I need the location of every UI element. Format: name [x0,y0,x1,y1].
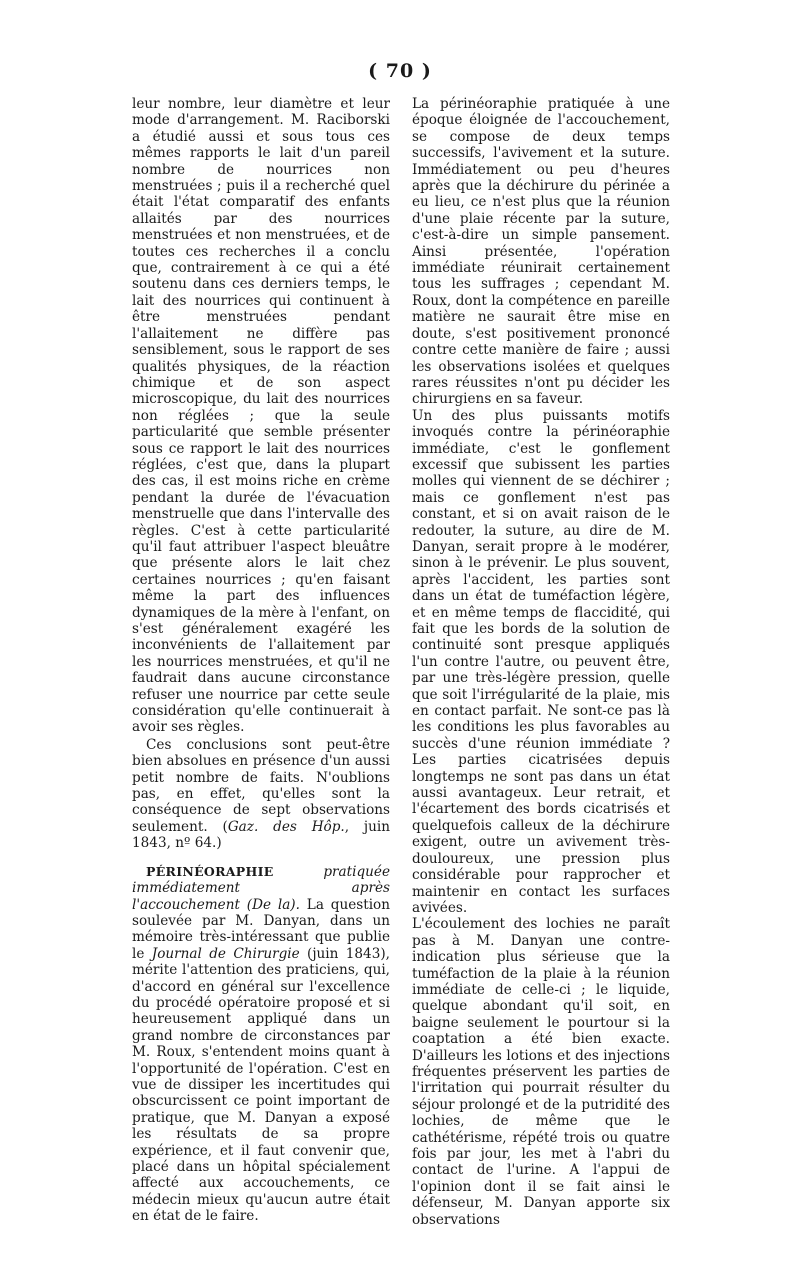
left-column [132,96,390,1225]
paragraph-text: Un des plus puissants motifs invoqués contre la périnéoraphie immédiate, c'est le gonflement excessif que subissent les parties molles qui viennent de se déchirer ; mais ce gonflement n'est pas constant, et si on avait raison de le redouter, la suture, au dire de M. Danyan, serait propre à le modérer, sinon à le prévenir. [412,407,670,572]
paragraph-text: Le plus souvent, après l'accident, les parties sont dans un état de tuméfaction légère, et en même temps de flaccidité, qui fait que les bords de la solution de continuité sont presque appliqués l'un contre l'autre, ou peuvent être, par une très-légère pression, quelle que soit l'irrégularité de la plaie, mis en contact parfait. Ne sont-ce pas là les conditions les plus favorables au succès d'une réunion immédiate ? Les parties cicatrisées depuis longtemps ne sont pas dans un état aussi avantageux. Leur retrait, et l'écartement des bords cicatrisés et quelquefois calleux de la déchirure exigent, outre un avivement très-douloureux, une pression plus considérable pour rapprocher et maintenir en contact les surfaces avivées. [412,555,670,916]
citation-details: , juin 1843, nº 64.) [132,818,391,852]
paragraph-text: (juin 1843), mérite l'attention des praticiens, qui, d'accord en général sur l'excellence du procédé opératoire proposé et si heureusement appliqué dans un grand nombre de circonstances par M. Roux, s'entendent moins quant à l'opportunité de l'opération. C'est en vue de dissiper les incertitudes qui obscurcissent ce point important de pratique, que M. Danyan a exposé les résultats de sa propre expérience, et il faut convenir que, placé dans un hôpital spécialement affecté aux accouchements, ce médecin mieux qu'aucun autre était en état de le faire. [132,945,390,1225]
paragraph-text: Ces conclusions sont peut-être bien absolues en présence d'un aussi petit nombre de faits. N'oublions pas, en effet, qu'elles sont la conséquence de sept observations seulement. [132,736,390,835]
paragraph [412,408,670,917]
paragraph: leur nombre, leur diamètre et leur mode d'arrangement. M. Raciborski a étudié aussi et sous tous ces mêmes rapports le lait d'un pareil nombre de nourrices non menstruées ; puis il a recherché quel était l'état comparatif des enfants allaités par des nourrices menstruées et non menstruées, et de toutes ces recherches il a conclu que, contrairement à ce qui a été soutenu dans ces derniers temps, le lait des nourrices qui continuent à être menstruées pendant l'allaitement ne diffère pas sensiblement, sous le rapport de ses qualités physiques, de la réaction chimique et de son aspect microscopique, du lait des nourrices non réglées ; que la seule particularité que semble présenter sous ce rapport le lait des nourrices réglées, c'est que, dans la plupart des cas, il est moins riche en crème pendant la durée de l'évacuation menstruelle que dans l'intervalle des règles. C'est à cette particularité qu'il faut attribuer l'aspect bleuâtre que présente alors le lait chez certaines nourrices ; qu'en faisant même la part des influences dynamiques de la mère à l'enfant, on s'est généralement exagéré les inconvénients de l'allaitement par les nourrices menstruées, et qu'il ne faudrait dans aucune circonstance refuser une nourrice par cette seule considération qu'elle continuerait à avoir ses règles. [132,96,390,736]
article-paragraph [132,864,390,1225]
paragraph [132,737,390,852]
citation-open: ( [222,818,228,835]
paragraph: L'écoulement des lochies ne paraît pas à M. Danyan une contre-indication plus sérieuse que la tuméfaction de la plaie à la réunion immédiate de celle-ci ; le liquide, quelque abondant qu'il soit, en baigne seulement le pourtour si la coaptation a été bien exacte. D'ailleurs les lotions et des injections fréquentes préservent les parties de l'irritation qui pourrait résulter du séjour prolongé et de la putridité des lochies, de même que le cathétérisme, répété trois ou quatre fois par jour, les met à l'abri du contact de l'urine. A l'appui de l'opinion dont il se fait ainsi le défenseur, M. Danyan apporte six observations [412,916,670,1228]
paragraph-text: La question soulevée par M. Danyan, dans un mémoire très-intéressant que publie le [132,896,391,962]
article-heading: PÉRINÉORAPHIE [146,863,274,879]
paragraph: La périnéoraphie pratiquée à une époque éloignée de l'accouchement, se compose de deux temps successifs, l'avivement et la suture. Immédiatement ou peu d'heures après que la déchirure du périnée a eu lieu, ce n'est plus que la réunion d'une plaie récente par la suture, c'est-à-dire un simple pansement. Ainsi présentée, l'opération immédiate réunirait certainement tous les suffrages ; cependant M. Roux, dont la compétence en pareille matière ne saurait être mise en doute, s'est positivement prononcé contre cette manière de faire ; aussi les observations isolées et quelques rares réussites n'ont pu décider les chirurgiens en sa faveur. [412,96,670,408]
right-column [412,96,670,1228]
citation-journal: Gaz. des Hôp. [227,818,345,835]
page-number: ( 70 ) [368,60,432,82]
journal-title: Journal de Chirurgie [151,945,300,962]
article-subheading: pratiquée immédiatement après l'accouchement (De la). [132,863,390,913]
